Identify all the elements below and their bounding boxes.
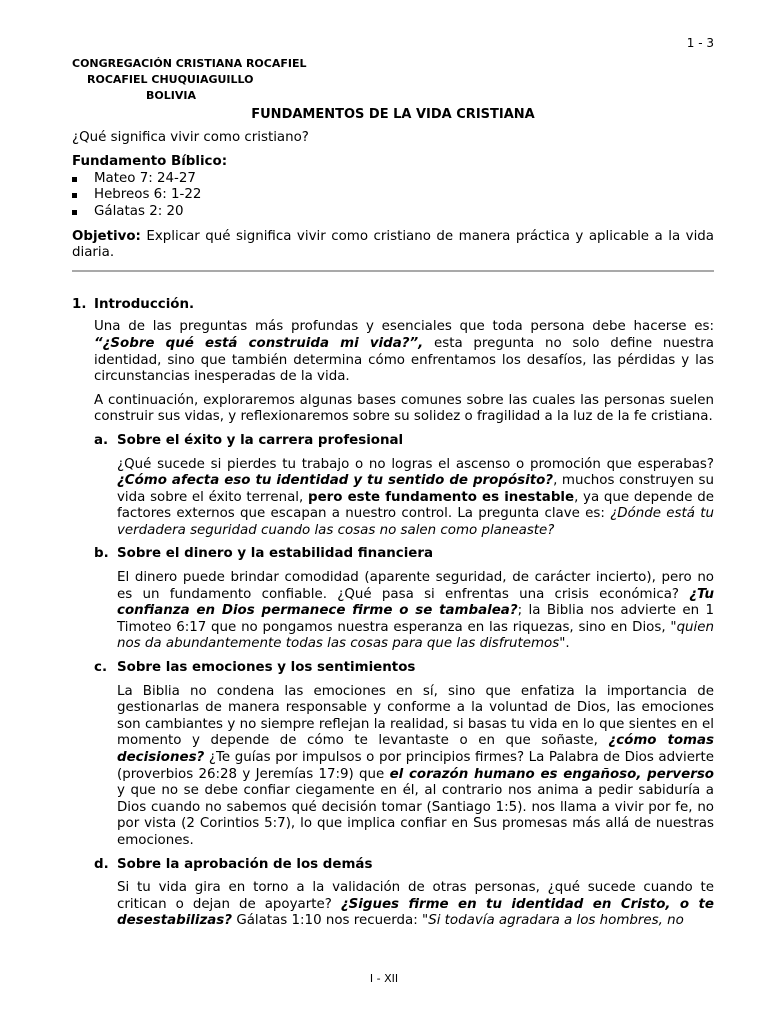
text-run: La Biblia no condena las emociones en sí, sino que enfatiza la importancia de gestionarlas de manera responsable y conforme a la voluntad de Dios, las emociones son cambiantes y no siempre reflejan la realidad, si basas tu vida en lo que sientes en el momento y depende de cómo te levantaste o en que soñaste, [117,683,714,749]
scripture-quote: quien nos da abundantemente todas las cosas para que las disfrutemos [117,619,714,652]
subsection-title: Sobre las emociones y los sentimientos [117,660,416,676]
subsection-heading-a [94,433,714,450]
text-run: Una de las preguntas más profundas y esenciales que toda persona debe hacerse es: [94,319,714,335]
emphasis-question: ¿Tu confianza en Dios permanece firme o se tambalea? [117,586,714,619]
organization-header [72,56,307,104]
subsection-heading-c [94,660,714,677]
italic-question: ¿Dónde está tu verdadera seguridad cuando las cosas no salen como planeaste? [117,506,714,538]
text-run: ¿Te guías por impulsos o por principios firmes? La Palabra de Dios advierte (proverbios 26:28 y Jeremías 17:9) que [117,750,714,782]
subsection-paragraph-c [117,684,714,850]
subsection-heading-b [94,546,714,563]
emphasis-question: “¿Sobre qué está construida mi vida?”, [94,335,424,351]
subsection-title: Sobre la aprobación de los demás [117,856,373,872]
subsection-title: Sobre el éxito y la carrera profesional [117,432,404,448]
subsection-letter: a. [94,432,109,448]
org-name: CONGREGACIÓN CRISTIANA ROCAFIEL [72,57,307,70]
subsection-heading-d [94,857,714,874]
emphasis-question: ¿Cómo afecta eso tu identidad y tu sentido de propósito? [117,473,554,489]
text-run: , ya que depende de factores externos que escapan a nuestro control. La pregunta clave es: [117,489,714,522]
text-run: ¿Qué sucede si pierdes tu trabajo o no logras el ascenso o promoción que esperabas? [117,456,714,472]
scripture-reference: Mateo 7: 24-27 [72,171,714,188]
section-heading [72,297,714,314]
main-question: ¿Qué significa vivir como cristiano? [72,129,309,145]
emphasis-question: ¿Sigues firme en tu identidad en Cristo, o te desestabilizas? [117,896,714,929]
org-country: BOLIVIA [146,89,196,102]
scripture-reference: Hebreos 6: 1-22 [72,187,714,204]
subsection-paragraph-a [117,457,714,540]
document-body [72,107,714,937]
emphasis-question: ¿cómo tomas decisiones? [117,733,714,765]
subsection-title: Sobre el dinero y la estabilidad financiera [117,546,434,562]
biblical-foundation-label: Fundamento Bíblico: [72,154,228,170]
subsection-letter: c. [94,660,108,676]
section-title: Introducción. [94,296,195,312]
text-run: ". [559,636,570,652]
scripture-reference: Gálatas 2: 20 [72,204,714,221]
section-divider [72,270,714,272]
scripture-quote: Si todavía agradara a los hombres, no [428,913,684,929]
subsection-paragraph-d [117,880,714,930]
objective [72,229,714,262]
text-run: Gálatas 1:10 nos recuerda: " [232,913,429,929]
text-run: El dinero puede brindar comodidad (aparente seguridad, de carácter incierto), pero no es un fundamento confiable. ¿Qué pasa si enfrentas una crisis económica? [117,570,714,602]
intro-paragraph-2: A continuación, exploraremos algunas bases comunes sobre las cuales las personas suelen construir sus vidas, y reflexionaremos sobre su solidez o fragilidad a la luz de la fe cristiana. [94,392,714,425]
org-location: ROCAFIEL CHUQUIAGUILLO [87,73,254,86]
section-number: 1. [72,296,87,312]
subsection-letter: b. [94,546,109,562]
intro-paragraph [94,319,714,385]
emphasis-text: pero este fundamento es inestable [307,489,575,505]
page-number-top: 1 - 3 [686,36,714,50]
objective-label: Objetivo: [72,228,141,244]
page-number-bottom: I - XII [369,972,399,985]
objective-text: Explicar qué significa vivir como cristiano de manera práctica y aplicable a la vida diaria. [72,228,714,261]
subsection-letter: d. [94,856,109,872]
text-run: esta pregunta no solo define nuestra identidad, sino que también determina cómo enfrentamos los desafíos, las pérdidas y las circunstancias inesperadas de la vida. [94,335,715,385]
text-run: Si tu vida gira en torno a la validación de otras personas, ¿qué sucede cuando te critican o dejan de apoyarte? [117,880,714,912]
document-title: FUNDAMENTOS DE LA VIDA CRISTIANA [251,107,535,122]
text-run: , muchos construyen su vida sobre el éxito terrenal, [117,473,714,505]
subsection-paragraph-b [117,570,714,653]
emphasis-text: el corazón humano es engañoso, perverso [389,766,714,782]
scripture-references [72,171,714,221]
text-run: ; la Biblia nos advierte en 1 Timoteo 6:17 que no pongamos nuestra esperanza en las riquezas, sino en Dios, " [117,603,715,635]
text-run: y que no se debe confiar ciegamente en él, al contrario nos anima a pedir sabiduría a Dios cuando no sabemos qué decisión tomar (Santiago 1:5). nos llama a vivir por fe, no por vista (2 Corintios 5:7), lo que implica confiar en Sus promesas más allá de nuestras emociones. [117,783,714,848]
